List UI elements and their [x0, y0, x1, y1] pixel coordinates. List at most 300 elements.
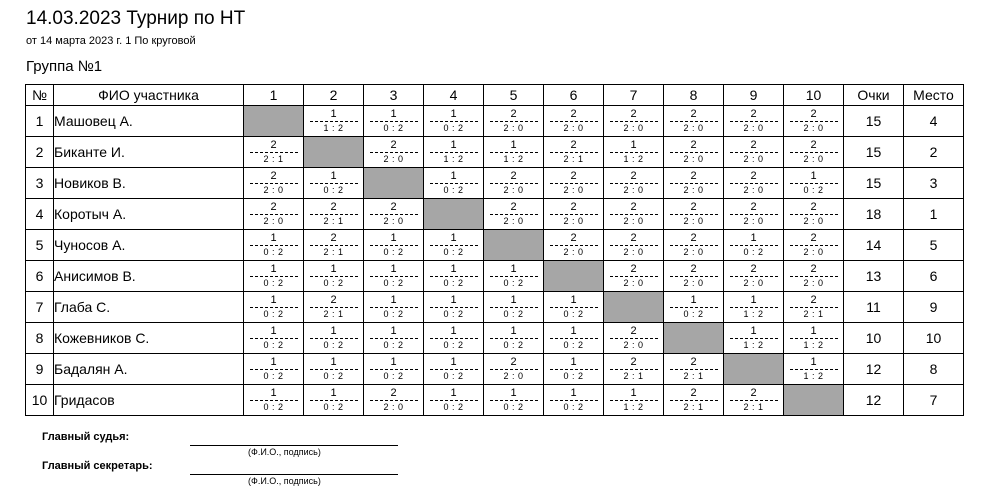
result-divider: [370, 307, 418, 308]
match-result: [304, 108, 363, 134]
match-score: 2 : 1: [803, 309, 824, 319]
match-score: 0 : 2: [503, 309, 524, 319]
match-result: [244, 170, 303, 196]
participant-place: 3: [904, 168, 964, 199]
match-score: 2 : 0: [683, 123, 704, 133]
match-result: [784, 170, 843, 196]
match-result-cell: [424, 168, 484, 199]
result-divider: [490, 369, 538, 370]
match-result-cell: [784, 137, 844, 168]
match-score: 0 : 2: [383, 123, 404, 133]
result-divider: [490, 400, 538, 401]
result-divider: [370, 276, 418, 277]
table-row: [26, 354, 964, 385]
result-divider: [670, 307, 718, 308]
result-divider: [730, 245, 778, 246]
match-result: [544, 201, 603, 227]
match-result-cell: [244, 261, 304, 292]
match-score: 2 : 0: [683, 185, 704, 195]
match-score: 2 : 0: [743, 278, 764, 288]
match-result: [724, 263, 783, 289]
result-divider: [250, 152, 298, 153]
match-score: 2 : 0: [383, 402, 404, 412]
match-points: 1: [330, 263, 337, 275]
participant-name: Машовец А.: [54, 106, 244, 137]
match-result-cell: [484, 354, 544, 385]
result-divider: [370, 152, 418, 153]
match-points: 1: [270, 387, 277, 399]
match-score: 2 : 0: [743, 154, 764, 164]
result-divider: [730, 307, 778, 308]
match-result-cell: [424, 106, 484, 137]
table-row: [26, 323, 964, 354]
match-result: [604, 387, 663, 413]
match-score: 1 : 2: [803, 371, 824, 381]
match-result-cell: [244, 354, 304, 385]
self-match-cell: [784, 385, 844, 416]
match-result-cell: [664, 199, 724, 230]
match-score: 0 : 2: [443, 247, 464, 257]
match-score: 1 : 2: [623, 402, 644, 412]
match-result-cell: [484, 168, 544, 199]
match-result: [664, 232, 723, 258]
match-result-cell: [304, 168, 364, 199]
participant-place: 5: [904, 230, 964, 261]
self-match-cell: [364, 168, 424, 199]
match-points: 1: [690, 294, 697, 306]
chief-secretary-hint: (Ф.И.О., подпись): [248, 476, 321, 486]
match-score: 2 : 1: [263, 154, 284, 164]
match-result: [244, 139, 303, 165]
match-result: [244, 325, 303, 351]
match-result-cell: [544, 168, 604, 199]
match-score: 2 : 0: [743, 123, 764, 133]
match-result: [664, 294, 723, 320]
result-divider: [730, 276, 778, 277]
match-result: [364, 387, 423, 413]
match-result: [424, 108, 483, 134]
match-result: [724, 387, 783, 413]
result-divider: [490, 214, 538, 215]
match-result-cell: [364, 261, 424, 292]
match-points: 1: [630, 387, 637, 399]
match-points: 2: [270, 139, 277, 151]
result-divider: [550, 400, 598, 401]
match-result-cell: [244, 292, 304, 323]
self-match-cell: [424, 199, 484, 230]
participant-name: Бадалян А.: [54, 354, 244, 385]
match-score: 1 : 2: [803, 340, 824, 350]
match-result-cell: [664, 230, 724, 261]
match-points: 1: [510, 263, 517, 275]
match-result-cell: [244, 199, 304, 230]
match-points: 1: [270, 356, 277, 368]
match-points: 2: [750, 170, 757, 182]
match-result-cell: [544, 199, 604, 230]
match-points: 1: [330, 170, 337, 182]
participant-points: 14: [844, 230, 904, 261]
participant-number: 4: [26, 199, 54, 230]
match-points: 2: [510, 201, 517, 213]
participant-name: Глаба С.: [54, 292, 244, 323]
participant-points: 10: [844, 323, 904, 354]
col-header-points: Очки: [844, 85, 904, 106]
match-score: 2 : 0: [503, 185, 524, 195]
result-divider: [550, 152, 598, 153]
col-header-place: Место: [904, 85, 964, 106]
result-divider: [790, 121, 838, 122]
match-result-cell: [364, 199, 424, 230]
result-divider: [610, 121, 658, 122]
match-result-cell: [724, 106, 784, 137]
match-result: [364, 263, 423, 289]
match-result: [424, 356, 483, 382]
participant-place: 10: [904, 323, 964, 354]
match-result: [364, 201, 423, 227]
participant-points: 18: [844, 199, 904, 230]
match-points: 2: [630, 356, 637, 368]
match-score: 1 : 2: [503, 154, 524, 164]
result-divider: [790, 276, 838, 277]
result-divider: [730, 121, 778, 122]
match-score: 2 : 0: [563, 185, 584, 195]
col-header-opponent: 7: [604, 85, 664, 106]
participant-place: 4: [904, 106, 964, 137]
match-result-cell: [724, 199, 784, 230]
participant-points: 15: [844, 106, 904, 137]
match-score: 2 : 0: [683, 216, 704, 226]
result-divider: [370, 245, 418, 246]
result-divider: [610, 183, 658, 184]
participant-place: 9: [904, 292, 964, 323]
match-points: 1: [390, 356, 397, 368]
match-points: 2: [390, 139, 397, 151]
match-result: [604, 108, 663, 134]
col-header-opponent: 5: [484, 85, 544, 106]
match-result: [784, 294, 843, 320]
match-result: [724, 325, 783, 351]
match-result: [724, 170, 783, 196]
match-score: 2 : 0: [503, 216, 524, 226]
match-score: 0 : 2: [683, 309, 704, 319]
result-divider: [490, 307, 538, 308]
match-result-cell: [244, 230, 304, 261]
match-score: 0 : 2: [563, 371, 584, 381]
participant-points: 15: [844, 168, 904, 199]
match-score: 0 : 2: [443, 371, 464, 381]
match-points: 1: [390, 325, 397, 337]
table-row: [26, 137, 964, 168]
table-row: [26, 230, 964, 261]
result-divider: [670, 152, 718, 153]
match-result: [304, 356, 363, 382]
match-points: 1: [270, 263, 277, 275]
match-score: 0 : 2: [743, 247, 764, 257]
match-result: [484, 170, 543, 196]
result-divider: [250, 400, 298, 401]
match-result: [364, 356, 423, 382]
match-score: 2 : 0: [803, 123, 824, 133]
participant-number: 2: [26, 137, 54, 168]
match-points: 2: [630, 232, 637, 244]
match-score: 2 : 0: [263, 185, 284, 195]
match-result: [604, 201, 663, 227]
match-result: [604, 263, 663, 289]
match-points: 1: [270, 294, 277, 306]
result-divider: [730, 183, 778, 184]
match-score: 0 : 2: [563, 340, 584, 350]
match-result-cell: [604, 385, 664, 416]
result-divider: [670, 214, 718, 215]
col-header-opponent: 10: [784, 85, 844, 106]
match-points: 1: [450, 170, 457, 182]
match-points: 1: [810, 325, 817, 337]
match-score: 0 : 2: [263, 402, 284, 412]
match-result: [664, 387, 723, 413]
match-points: 2: [690, 356, 697, 368]
col-header-opponent: 4: [424, 85, 484, 106]
participant-number: 1: [26, 106, 54, 137]
result-divider: [430, 245, 478, 246]
match-result-cell: [304, 354, 364, 385]
table-header-row: [26, 85, 964, 106]
result-divider: [430, 183, 478, 184]
match-result: [304, 232, 363, 258]
match-points: 2: [630, 263, 637, 275]
match-points: 2: [690, 108, 697, 120]
match-points: 2: [390, 387, 397, 399]
match-points: 1: [330, 356, 337, 368]
match-result: [244, 263, 303, 289]
result-divider: [790, 152, 838, 153]
match-result: [544, 170, 603, 196]
participant-name: Коротыч А.: [54, 199, 244, 230]
match-result-cell: [724, 230, 784, 261]
match-result-cell: [484, 106, 544, 137]
match-result-cell: [424, 323, 484, 354]
result-divider: [430, 276, 478, 277]
match-result-cell: [664, 292, 724, 323]
match-points: 1: [750, 294, 757, 306]
match-result: [544, 139, 603, 165]
result-divider: [490, 183, 538, 184]
match-score: 2 : 0: [623, 278, 644, 288]
match-score: 2 : 0: [803, 216, 824, 226]
match-result-cell: [364, 137, 424, 168]
match-points: 1: [390, 232, 397, 244]
match-result-cell: [544, 137, 604, 168]
match-points: 1: [270, 232, 277, 244]
participant-name: Новиков В.: [54, 168, 244, 199]
result-divider: [670, 121, 718, 122]
match-result-cell: [244, 137, 304, 168]
match-result-cell: [544, 292, 604, 323]
match-score: 2 : 1: [323, 216, 344, 226]
match-result-cell: [544, 106, 604, 137]
match-points: 2: [690, 170, 697, 182]
match-score: 0 : 2: [503, 340, 524, 350]
match-result-cell: [724, 385, 784, 416]
match-score: 2 : 0: [563, 216, 584, 226]
match-result: [604, 325, 663, 351]
match-score: 0 : 2: [443, 185, 464, 195]
match-score: 2 : 0: [623, 216, 644, 226]
col-header-name: ФИО участника: [54, 85, 244, 106]
match-points: 1: [450, 139, 457, 151]
match-result-cell: [604, 230, 664, 261]
match-score: 0 : 2: [263, 340, 284, 350]
result-divider: [670, 183, 718, 184]
match-result-cell: [784, 106, 844, 137]
result-divider: [550, 245, 598, 246]
match-result-cell: [364, 323, 424, 354]
match-score: 2 : 0: [383, 154, 404, 164]
result-divider: [550, 307, 598, 308]
match-points: 2: [270, 201, 277, 213]
participant-name: Гридасов: [54, 385, 244, 416]
result-divider: [670, 276, 718, 277]
result-divider: [250, 307, 298, 308]
match-points: 2: [810, 139, 817, 151]
match-result-cell: [604, 323, 664, 354]
match-score: 0 : 2: [443, 309, 464, 319]
match-result: [364, 108, 423, 134]
col-header-opponent: 9: [724, 85, 784, 106]
match-score: 2 : 0: [383, 216, 404, 226]
match-result: [424, 294, 483, 320]
participant-number: 9: [26, 354, 54, 385]
page-subtitle: от 14 марта 2023 г. 1 По круговой: [26, 35, 196, 47]
match-result: [784, 139, 843, 165]
match-result-cell: [484, 385, 544, 416]
match-points: 1: [390, 108, 397, 120]
match-result: [424, 232, 483, 258]
result-divider: [430, 369, 478, 370]
match-result-cell: [724, 137, 784, 168]
result-divider: [430, 152, 478, 153]
chief-judge-label: Главный судья:: [42, 431, 130, 443]
match-points: 2: [750, 108, 757, 120]
result-divider: [550, 183, 598, 184]
result-divider: [790, 307, 838, 308]
participant-points: 11: [844, 292, 904, 323]
table-row: [26, 199, 964, 230]
match-result-cell: [424, 354, 484, 385]
match-result: [484, 356, 543, 382]
result-divider: [310, 307, 358, 308]
match-result: [244, 232, 303, 258]
result-divider: [550, 369, 598, 370]
result-divider: [370, 338, 418, 339]
match-result-cell: [544, 230, 604, 261]
participant-points: 15: [844, 137, 904, 168]
match-result-cell: [724, 168, 784, 199]
match-result: [544, 232, 603, 258]
match-score: 2 : 0: [803, 247, 824, 257]
match-score: 0 : 2: [443, 123, 464, 133]
match-result: [664, 263, 723, 289]
result-divider: [610, 338, 658, 339]
chief-judge-hint: (Ф.И.О., подпись): [248, 447, 321, 457]
match-result: [544, 325, 603, 351]
match-score: 2 : 0: [623, 247, 644, 257]
match-points: 2: [570, 139, 577, 151]
match-result-cell: [724, 261, 784, 292]
match-score: 0 : 2: [263, 278, 284, 288]
match-result: [604, 139, 663, 165]
participant-number: 10: [26, 385, 54, 416]
match-result-cell: [304, 261, 364, 292]
match-score: 1 : 2: [443, 154, 464, 164]
match-result-cell: [544, 323, 604, 354]
match-score: 0 : 2: [263, 247, 284, 257]
match-score: 2 : 0: [263, 216, 284, 226]
match-result-cell: [604, 168, 664, 199]
match-score: 1 : 2: [743, 340, 764, 350]
result-divider: [490, 276, 538, 277]
chief-judge-signature-line: [190, 445, 398, 446]
match-points: 2: [570, 170, 577, 182]
result-divider: [610, 214, 658, 215]
match-result-cell: [364, 385, 424, 416]
match-points: 2: [690, 263, 697, 275]
match-points: 1: [330, 108, 337, 120]
match-score: 2 : 1: [323, 309, 344, 319]
match-score: 0 : 2: [383, 247, 404, 257]
match-points: 2: [750, 201, 757, 213]
result-divider: [670, 245, 718, 246]
participant-number: 6: [26, 261, 54, 292]
match-score: 2 : 0: [743, 216, 764, 226]
match-score: 2 : 0: [683, 247, 704, 257]
match-result: [484, 387, 543, 413]
match-result: [364, 325, 423, 351]
participant-place: 2: [904, 137, 964, 168]
match-points: 1: [510, 387, 517, 399]
match-result: [304, 263, 363, 289]
match-points: 1: [570, 387, 577, 399]
result-divider: [430, 338, 478, 339]
match-score: 2 : 0: [623, 123, 644, 133]
participant-name: Кожевников С.: [54, 323, 244, 354]
match-score: 2 : 1: [683, 402, 704, 412]
match-points: 1: [510, 139, 517, 151]
match-score: 0 : 2: [383, 371, 404, 381]
match-result: [424, 170, 483, 196]
match-result-cell: [364, 106, 424, 137]
match-result-cell: [484, 292, 544, 323]
match-points: 2: [510, 108, 517, 120]
match-result-cell: [664, 261, 724, 292]
match-score: 0 : 2: [503, 402, 524, 412]
match-score: 2 : 1: [323, 247, 344, 257]
match-score: 2 : 0: [563, 247, 584, 257]
table-row: [26, 168, 964, 199]
chief-secretary-label: Главный секретарь:: [42, 460, 153, 472]
result-divider: [370, 369, 418, 370]
match-score: 1 : 2: [623, 154, 644, 164]
match-points: 1: [570, 325, 577, 337]
result-divider: [310, 369, 358, 370]
match-points: 2: [810, 232, 817, 244]
match-result-cell: [424, 137, 484, 168]
col-header-opponent: 8: [664, 85, 724, 106]
result-divider: [250, 369, 298, 370]
result-divider: [430, 307, 478, 308]
match-points: 2: [330, 232, 337, 244]
match-points: 1: [570, 356, 577, 368]
match-result-cell: [784, 168, 844, 199]
